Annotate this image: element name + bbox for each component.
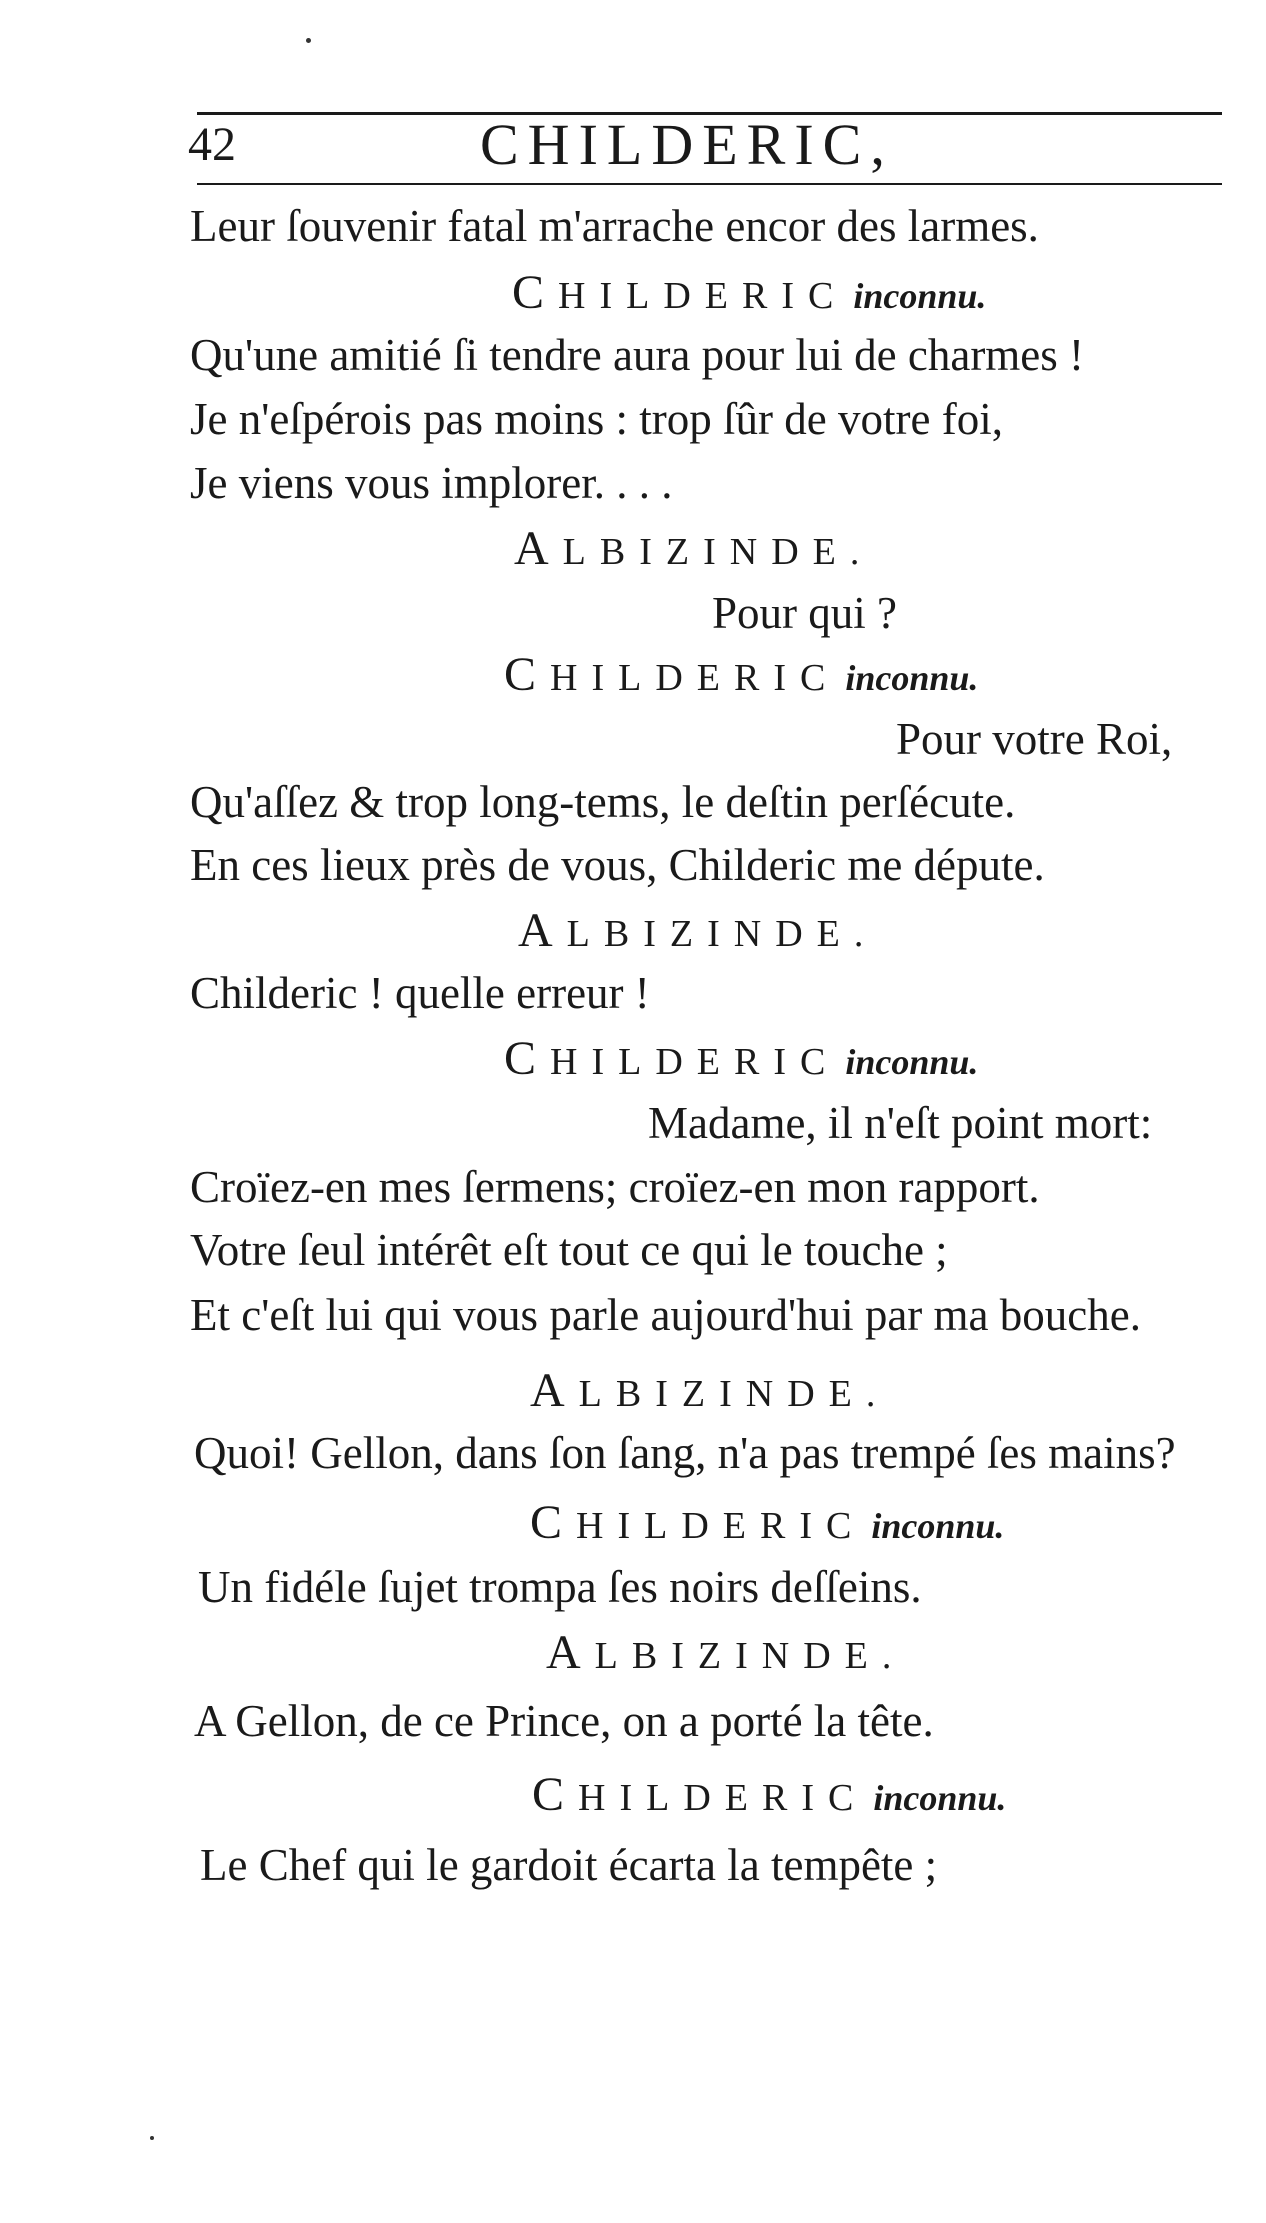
verse-line: Qu'une amitié ſi tendre aura pour lui de charmes ! [190, 330, 1085, 380]
speaker-rest: HILDERIC [550, 1041, 840, 1083]
speaker-qualifier: inconnu. [845, 1042, 979, 1082]
verse-line: Madame, il n'eſt point mort: [648, 1098, 1153, 1148]
speaker-rest: LBIZINDE. [594, 1635, 906, 1677]
verse-line: Un fidéle ſujet trompa ſes noirs deſſeins. [198, 1562, 922, 1612]
verse-line: Quoi! Gellon, dans ſon ſang, n'a pas trempé ſes mains? [194, 1428, 1176, 1478]
speaker-name [514, 521, 873, 580]
speaker-name [530, 1495, 1004, 1554]
speaker-rest: HILDERIC [576, 1505, 866, 1547]
speaker-rest: HILDERIC [578, 1777, 868, 1819]
speaker-name [504, 647, 978, 706]
verse-line: Qu'aſſez & trop long-tems, le deſtin perſécute. [190, 777, 1016, 827]
verse-line: Votre ſeul intérêt eſt tout ce qui le touche ; [190, 1225, 948, 1275]
speaker-initial: C [504, 648, 551, 701]
verse-line: Leur ſouvenir fatal m'arrache encor des larmes. [190, 201, 1039, 251]
verse-line: Je n'eſpérois pas moins : trop ſûr de votre foi, [190, 394, 1003, 444]
speaker-name [518, 903, 877, 962]
speaker-rest: LBIZINDE. [566, 913, 878, 955]
verse-line: En ces lieux près de vous, Childeric me députe. [190, 840, 1045, 890]
verse-line: Je viens vous implorer. . . . [190, 458, 673, 508]
speaker-rest: HILDERIC [558, 275, 848, 317]
speaker-initial: C [512, 266, 559, 319]
speaker-initial: C [532, 1768, 579, 1821]
verse-line: A Gellon, de ce Prince, on a porté la tête. [194, 1696, 934, 1746]
speaker-name [504, 1031, 978, 1090]
speaker-initial: A [518, 904, 567, 957]
speaker-qualifier: inconnu. [873, 1778, 1007, 1818]
speaker-rest: HILDERIC [550, 657, 840, 699]
verse-line: Pour votre Roi, [896, 714, 1173, 764]
verse-line: Pour qui ? [712, 588, 897, 638]
verse-line: Et c'eſt lui qui vous parle aujourd'hui par ma bouche. [190, 1290, 1141, 1340]
speaker-initial: A [514, 522, 563, 575]
verse-line: Childeric ! quelle erreur ! [190, 968, 650, 1018]
speaker-name [530, 1363, 889, 1422]
speaker-rest: LBIZINDE. [578, 1373, 890, 1415]
speaker-name [512, 265, 986, 324]
speaker-qualifier: inconnu. [853, 276, 987, 316]
running-title: CHILDERIC, [480, 112, 894, 177]
ink-speck [150, 2136, 154, 2140]
verse-line: Le Chef qui le gardoit écarta la tempête ; [200, 1840, 938, 1890]
verse-line: Croïez-en mes ſermens; croïez-en mon rapport. [190, 1162, 1040, 1212]
speaker-rest: LBIZINDE. [562, 531, 874, 573]
speaker-initial: C [504, 1032, 551, 1085]
speaker-name [546, 1625, 905, 1684]
speaker-initial: A [546, 1626, 595, 1679]
speaker-qualifier: inconnu. [845, 658, 979, 698]
header-rule-bottom [197, 183, 1222, 185]
ink-speck [306, 38, 311, 43]
speaker-name [532, 1767, 1006, 1826]
page-number: 42 [188, 118, 236, 171]
speaker-qualifier: inconnu. [871, 1506, 1005, 1546]
speaker-initial: C [530, 1496, 577, 1549]
speaker-initial: A [530, 1364, 579, 1417]
